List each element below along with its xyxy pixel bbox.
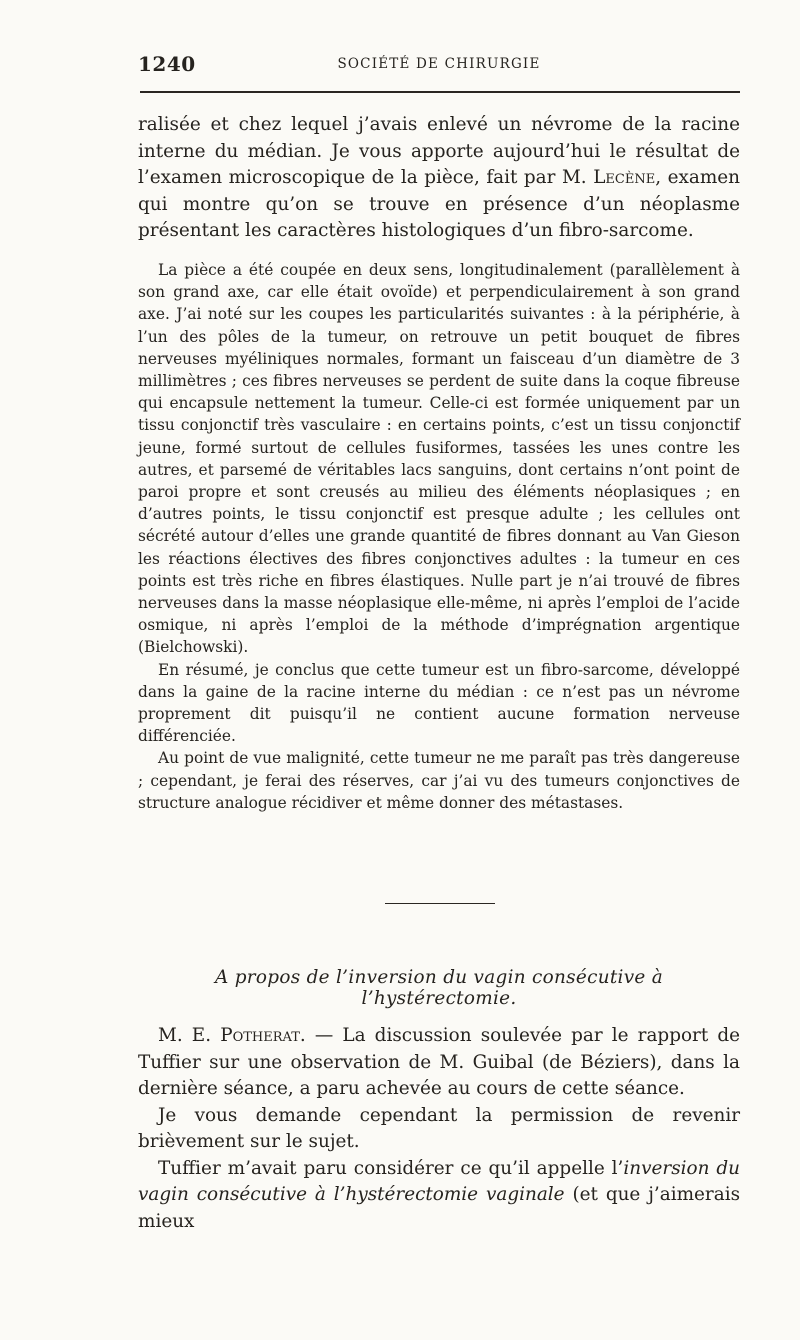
italic-term: inversion du vagin consécutive à l’hystérectomie vaginale: [138, 1157, 740, 1205]
page-header: [138, 52, 740, 76]
page-number: 1240: [138, 52, 196, 76]
running-head: SOCIÉTÉ DE CHIRURGIE: [337, 56, 541, 72]
note-paragraph-3: Au point de vue malignité, cette tumeur ne me paraît pas très dangereuse ; cependant, je ferai des réserves, car j’ai vu des tumeurs conjonctives de structure analogue récidiver et même donner des métastases.: [138, 749, 740, 812]
note-paragraph-1: La pièce a été coupée en deux sens, longitudinalement (parallèlement à son grand axe, car elle était ovoïde) et perpendiculairement à son grand axe. J’ai noté sur les coupes les particularités suivantes : à la périphérie, à l’un des pôles de la tumeur, on retrouve un petit bouquet de fibres nerveuses myéliniques normales, formant un faisceau d’un diamètre de 3 millimètres ; ces fibres nerveuses se perdent de suite dans la coque fibreuse qui encapsule nettement la tumeur. Celle-ci est formée uniquement par un tissu conjonctif très vasculaire : en certains points, c’est un tissu conjonctif jeune, formé surtout de cellules fusiformes, tassées les unes contre les autres, et parsemé de véritables lacs sanguins, dont certains n’ont point de paroi propre et sont creusés au milieu des éléments néoplasiques ; en d’autres points, le tissu conjonctif est presque adulte ; les cellules ont sécrété autour d’elles une grande quantité de fibres donnant au Van Gieson les réactions électives des fibres conjonctives adultes : la tumeur en ces points est très riche en fibres élastiques. Nulle part je n’ai trouvé de fibres nerveuses dans la masse néoplasique elle-même, ni après l’emploi de l’acide osmique, ni après l’emploi de la méthode d’imprégnation argentique (Bielchowski).: [138, 261, 740, 657]
opening-paragraph: [138, 112, 740, 245]
section-divider: [385, 903, 495, 904]
paragraph-4: Tuffier m’avait paru considérer ce qu’il appelle l’inversion du vagin consécutive à l’hystérectomie vaginale (et que j’aimerais mieux: [138, 1157, 741, 1232]
author-name-lecene: Lecène: [593, 167, 656, 188]
paragraph-3: Je vous demande cependant la permission de revenir brièvement sur le sujet.: [138, 1104, 740, 1152]
section-heading: A propos de l’inversion du vagin consécutive à l’hystérectomie.: [215, 967, 663, 1009]
note-paragraph-2: En résumé, je conclus que cette tumeur est un fibro-sarcome, développé dans la gaine de la racine interne du médian : ce n’est pas un névrome proprement dit puisqu’il ne contient aucune formation nerveuse différenciée.: [138, 660, 740, 746]
discussion-section: [138, 1023, 740, 1235]
histology-note: [138, 259, 740, 814]
paragraph-2: M. E. Potherat. — La discussion soulevée par le rapport de Tuffier sur une observation de M. Guibal (de Béziers), dans la dernière séance, a paru achevée au cours de cette séance.: [138, 1025, 740, 1099]
speaker-name: Potherat: [220, 1025, 300, 1046]
paragraph-1: ralisée et chez lequel j’avais enlevé un névrome de la racine interne du médian. Je vous apporte aujourd’hui le résultat de l’examen microscopique de la pièce, fait par M. Lecène, examen qui montre qu’on se trouve en présence d’un néoplasme présentant les caractères histologiques d’un fibro-sarcome.: [138, 114, 740, 241]
header-rule: [140, 91, 740, 93]
